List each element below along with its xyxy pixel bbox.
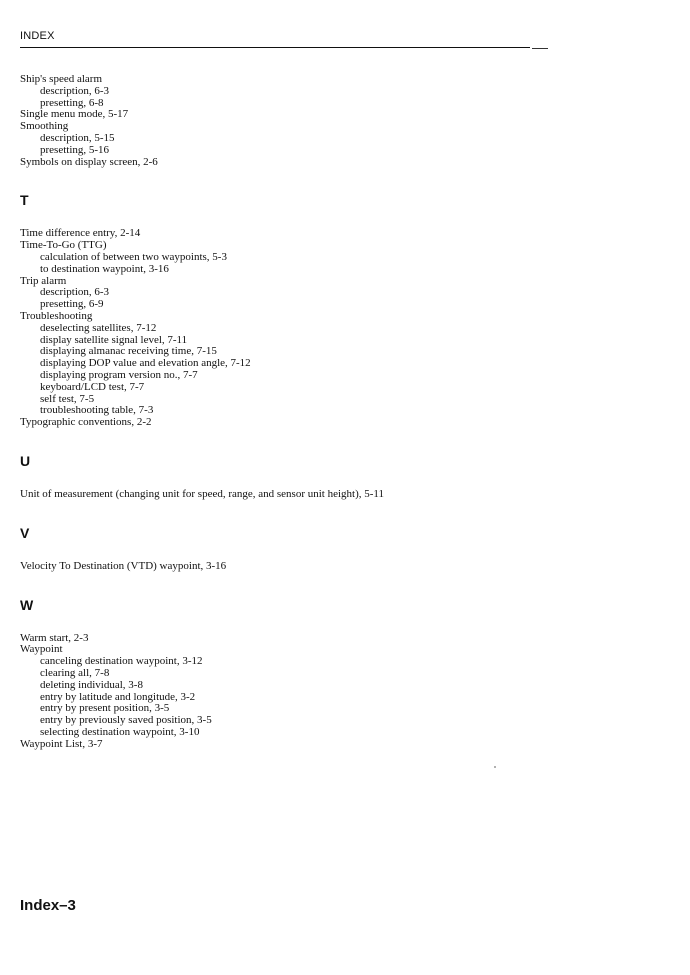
index-subentry: deselecting satellites, 7-12 — [40, 321, 157, 334]
index-section — [20, 597, 620, 751]
index-entry: Smoothing — [20, 120, 69, 133]
index-entry: Waypoint — [20, 643, 63, 656]
index-section — [20, 453, 620, 501]
scan-speck — [494, 766, 496, 768]
index-subentry: description, 6-3 — [40, 286, 110, 299]
index-section — [20, 74, 620, 168]
header-rule — [20, 47, 530, 48]
index-subentry: displaying program version no., 7-7 — [40, 368, 198, 381]
index-subentry: displaying DOP value and elevation angle, 7-12 — [40, 357, 251, 370]
index-entry: Symbols on display screen, 2-6 — [20, 155, 158, 168]
index-subentry: clearing all, 7-8 — [40, 666, 110, 679]
index-subentry: presetting, 6-9 — [40, 298, 104, 311]
section-letter-heading: W — [20, 596, 34, 613]
index-entry: Time-To-Go (TTG) — [20, 239, 107, 252]
index-subentry: display satellite signal level, 7-11 — [40, 333, 188, 346]
index-subentry: entry by latitude and longitude, 3-2 — [40, 690, 196, 703]
index-subentry: deleting individual, 3-8 — [40, 678, 143, 691]
index-body — [20, 74, 620, 750]
index-subentry: displaying almanac receiving time, 7-15 — [40, 345, 217, 358]
index-subentry: calculation of between two waypoints, 5-3 — [40, 250, 227, 263]
index-subentry: presetting, 5-16 — [40, 143, 110, 156]
index-section — [20, 525, 620, 573]
index-subentry: to destination waypoint, 3-16 — [40, 262, 169, 275]
section-letter-heading: U — [20, 452, 31, 469]
index-entry: Typographic conventions, 2-2 — [20, 416, 152, 429]
index-subentry: keyboard/LCD test, 7-7 — [40, 380, 145, 393]
index-subentry: description, 5-15 — [40, 131, 115, 144]
section-letter-heading: T — [20, 192, 29, 209]
index-entry: Waypoint List, 3-7 — [20, 737, 103, 750]
index-section — [20, 192, 620, 429]
index-subentry: troubleshooting table, 7-3 — [40, 404, 154, 417]
index-entry: Troubleshooting — [20, 309, 93, 322]
page-number: Index–3 — [20, 897, 76, 914]
section-letter-heading: V — [20, 524, 30, 541]
index-subentry: description, 6-3 — [40, 84, 110, 97]
index-entry: Unit of measurement (changing unit for speed, range, and sensor unit height), 5-11 — [20, 487, 385, 500]
index-subentry: entry by previously saved position, 3-5 — [40, 714, 212, 727]
index-entry: Single menu mode, 5-17 — [20, 108, 129, 121]
index-entry: Trip alarm — [20, 274, 67, 287]
index-subentry: presetting, 6-8 — [40, 96, 104, 109]
running-header: INDEX — [20, 30, 55, 42]
index-entry: Velocity To Destination (VTD) waypoint, 3-16 — [20, 559, 227, 572]
index-subentry: entry by present position, 3-5 — [40, 702, 170, 715]
index-subentry: canceling destination waypoint, 3-12 — [40, 655, 203, 668]
index-entry: Ship's speed alarm — [20, 73, 103, 85]
index-entry: Warm start, 2-3 — [20, 631, 89, 644]
header-rule-tail — [532, 48, 548, 49]
index-subentry: self test, 7-5 — [40, 392, 95, 405]
index-entry: Time difference entry, 2-14 — [20, 227, 141, 240]
index-subentry: selecting destination waypoint, 3-10 — [40, 725, 200, 738]
